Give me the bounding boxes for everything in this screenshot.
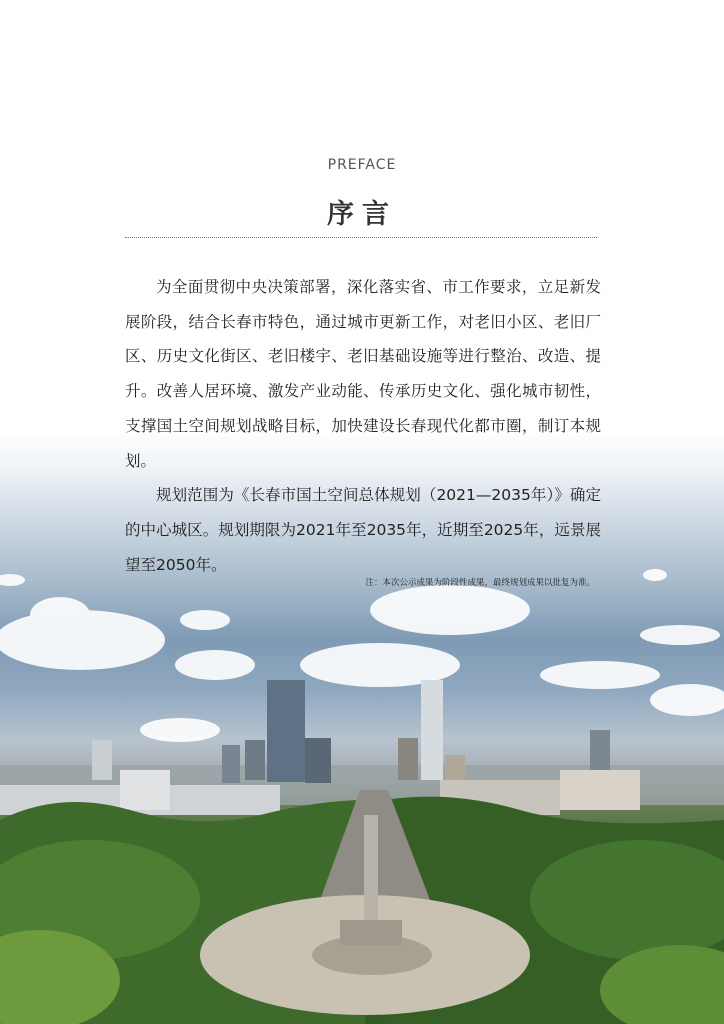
preface-body <box>125 270 601 582</box>
preface-english-title: PREFACE <box>327 157 397 173</box>
disclaimer-note: 注：本次公示成果为阶段性成果，最终规划成果以批复为准。 <box>365 578 595 588</box>
paragraph-purpose: 为全面贯彻中央决策部署，深化落实省、市工作要求，立足新发展阶段，结合长春市特色，通过城市更新工作，对老旧小区、老旧厂区、历史文化街区、老旧楼宇、老旧基础设施等进行整治、改造、提升。改善人居环境、激发产业动能、传承历史文化、强化城市韧性，支撑国土空间规划战略目标，加快建设长春现代化都市圈，制订本规划。 <box>125 278 601 470</box>
preface-chinese-title: 序言 <box>327 199 397 230</box>
paragraph-scope: 规划范围为《长春市国土空间总体规划（2021—2035年）》确定的中心城区。规划期限为2021年至2035年，近期至2025年，远景展望至2050年。 <box>125 486 601 574</box>
clouds <box>0 569 724 742</box>
title-divider <box>125 237 597 238</box>
monument <box>364 815 378 935</box>
